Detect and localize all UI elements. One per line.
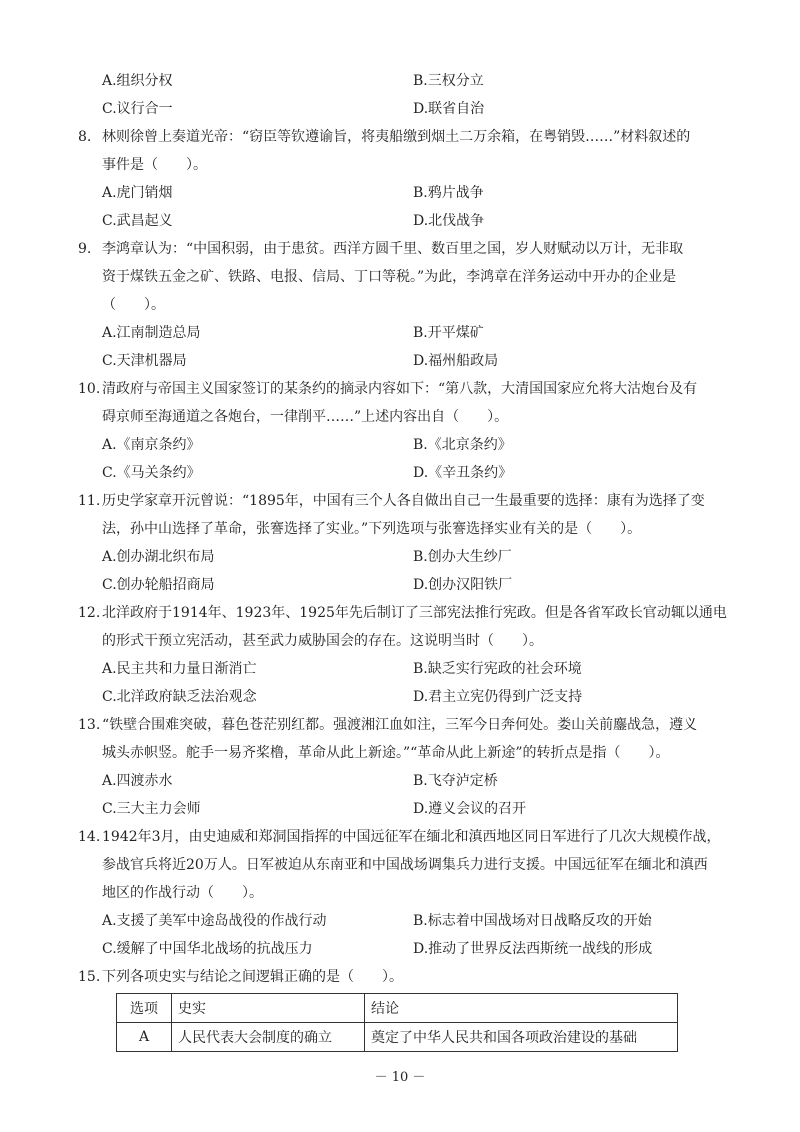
question-stem-line: 1942年3月，由史迪威和郑洞国指挥的中国远征军在缅北和滇西地区同日军进行了几次大规模作战，	[102, 829, 721, 845]
table-header-row	[117, 994, 678, 1023]
table-cell: 人民代表大会制度的确立	[172, 1023, 365, 1052]
option-a: A.虎门销烟	[102, 185, 173, 201]
option-a: A.组织分权	[102, 73, 173, 89]
option-b: B.创办大生纱厂	[413, 549, 512, 565]
option-c: C.《马关条约》	[102, 465, 201, 481]
option-a: A.支援了美军中途岛战役的作战行动	[102, 913, 327, 929]
question-stem-line: 事件是（ ）。	[102, 157, 207, 173]
question-number: 11.	[78, 493, 101, 509]
question-stem-line: 地区的作战行动（ ）。	[102, 885, 263, 901]
option-d: D.联省自治	[413, 101, 485, 117]
option-d: D.君主立宪仍得到广泛支持	[413, 689, 583, 705]
question-stem-line: 参战官兵将近20万人。日军被迫从东南亚和中国战场调集兵力进行支援。中国远征军在缅北和滇西	[102, 857, 708, 873]
option-c: C.创办轮船招商局	[102, 577, 215, 593]
option-c: C.天津机器局	[102, 353, 187, 369]
option-b: B.缺乏实行宪政的社会环境	[413, 661, 582, 677]
question-number: 15.	[78, 969, 101, 985]
table-header-cell: 选项	[117, 994, 172, 1023]
option-c: C.三大主力会师	[102, 801, 201, 817]
option-a: A.江南制造总局	[102, 325, 201, 341]
option-d: D.创办汉阳铁厂	[413, 577, 513, 593]
question-number: 10.	[78, 381, 101, 397]
question-stem-line: 清政府与帝国主义国家签订的某条约的摘录内容如下：“第八款，大清国国家应允将大沽炮台及有	[102, 381, 698, 397]
option-d: D.福州船政局	[413, 353, 499, 369]
option-a: A.创办湖北织布局	[102, 549, 215, 565]
question-stem-line: 下列各项史实与结论之间逻辑正确的是（ ）。	[102, 969, 403, 985]
option-c: C.北洋政府缺乏法治观念	[102, 689, 257, 705]
option-c: C.议行合一	[102, 101, 173, 117]
option-d: D.北伐战争	[413, 213, 485, 229]
question-stem-line: 李鸿章认为：“中国积弱，由于患贫。西洋方圆千里、数百里之国，岁人财赋动以万计，无非取	[102, 241, 684, 257]
question-number: 8.	[78, 129, 92, 145]
option-a: A.四渡赤水	[102, 773, 173, 789]
table-row	[117, 1023, 678, 1052]
option-b: B.《北京条约》	[413, 437, 512, 453]
page-number: － 10 －	[374, 1070, 426, 1085]
answer-table	[116, 993, 678, 1052]
question-stem-line: （ ）。	[102, 297, 165, 313]
question-stem-line: 法，孙中山选择了革命，张謇选择了实业。”下列选项与张謇选择实业有关的是（ ）。	[102, 521, 642, 537]
option-b: B.飞夺泸定桥	[413, 773, 498, 789]
question-number: 14.	[78, 829, 101, 845]
question-number: 12.	[78, 605, 101, 621]
option-c: C.武昌起义	[102, 213, 173, 229]
option-b: B.鸦片战争	[413, 185, 484, 201]
table-cell: 奠定了中华人民共和国各项政治建设的基础	[365, 1023, 678, 1052]
option-b: B.开平煤矿	[413, 325, 484, 341]
question-stem-line: 林则徐曾上奏道光帝：“窃臣等钦遵谕旨，将夷船缴到烟土二万余箱，在粤销毁……”材料叙述的	[102, 129, 691, 145]
option-d: D.遵义会议的召开	[413, 801, 527, 817]
question-number: 9.	[78, 241, 92, 257]
table-header-cell: 结论	[365, 994, 678, 1023]
question-stem-line: 资于煤铁五金之矿、铁路、电报、信局、丁口等税。”为此，李鸿章在洋务运动中开办的企业是	[102, 269, 677, 285]
question-stem-line: 碍京师至海通道之各炮台，一律削平……”上述内容出自（ ）。	[102, 409, 509, 425]
question-stem-line: 历史学家章开沅曾说：“1895年，中国有三个人各自做出自己一生最重要的选择：康有为选择了变	[102, 493, 705, 509]
question-stem-line: 北洋政府于1914年、1923年、1925年先后制订了三部宪法推行宪政。但是各省军政长官动辄以通电	[102, 605, 727, 621]
question-stem-line: 的形式干预立宪活动，甚至武力威胁国会的存在。这说明当时（ ）。	[102, 633, 543, 649]
table-header-cell: 史实	[172, 994, 365, 1023]
option-b: B.标志着中国战场对日战略反攻的开始	[413, 913, 652, 929]
question-number: 13.	[78, 717, 101, 733]
option-b: B.三权分立	[413, 73, 484, 89]
option-a: A.《南京条约》	[102, 437, 201, 453]
option-d: D.推动了世界反法西斯统一战线的形成	[413, 941, 653, 957]
question-stem-line: 城头赤帜竖。舵手一易齐桨橹，革命从此上新途。”“革命从此上新途”的转折点是指（ ）。	[102, 745, 670, 761]
question-stem-line: “铁壁合围难突破，暮色苍茫别红都。强渡湘江血如注，三军今日奔何处。娄山关前鏖战急，遵义	[102, 717, 698, 733]
option-a: A.民主共和力量日渐消亡	[102, 661, 257, 677]
option-d: D.《辛丑条约》	[413, 465, 513, 481]
option-c: C.缓解了中国华北战场的抗战压力	[102, 941, 313, 957]
table-cell: A	[117, 1023, 172, 1052]
